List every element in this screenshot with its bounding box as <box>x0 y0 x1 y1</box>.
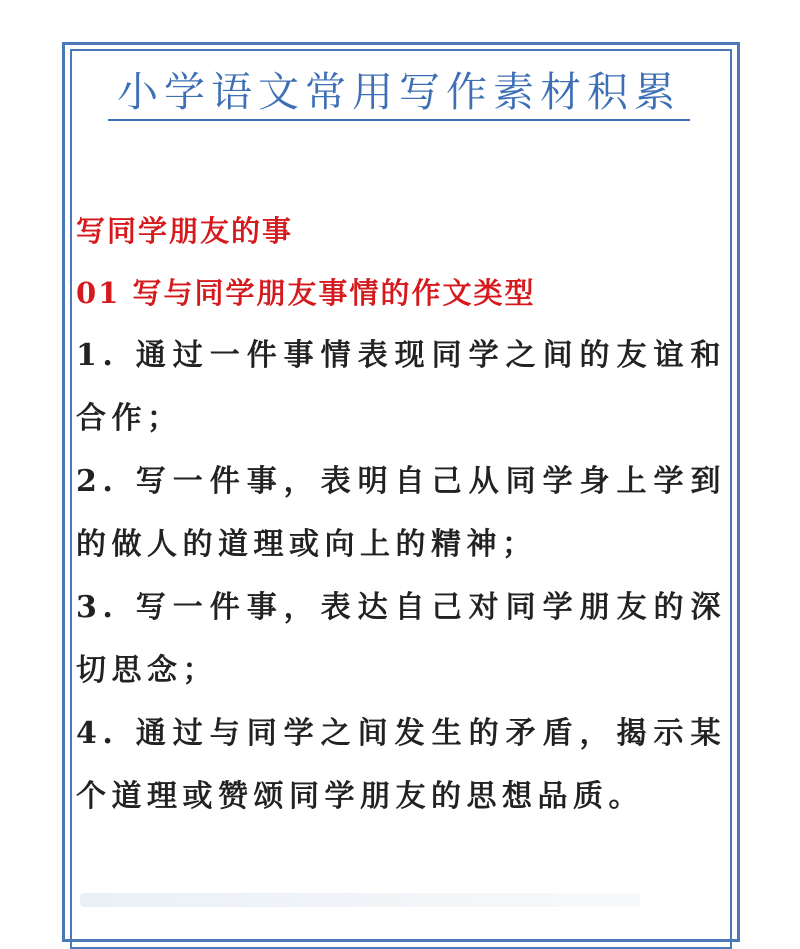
list-item: 2. 写一件事，表明自己从同学身上学到的做人的道理或向上的精神； <box>76 464 726 562</box>
title-underline <box>108 119 690 121</box>
list-item: 4. 通过与同学之间发生的矛盾，揭示某个道理或赞颂同学朋友的思想品质。 <box>76 716 726 814</box>
page-title: 小学语文常用写作素材积累 <box>117 68 681 116</box>
article-body <box>76 200 726 828</box>
section-title: 写同学朋友的事 <box>76 214 294 248</box>
list-item: 3. 写一件事，表达自己对同学朋友的深切思念； <box>76 590 726 688</box>
list-item: 1. 通过一件事情表现同学之间的友谊和合作； <box>76 338 726 436</box>
subsection-title: 01 写与同学朋友事情的作文类型 <box>76 276 536 310</box>
